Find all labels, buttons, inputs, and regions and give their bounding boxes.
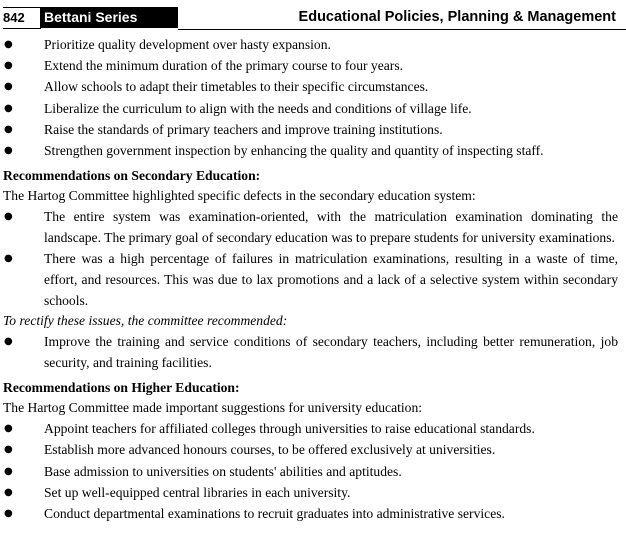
list-item: ● Conduct departmental examinations to recruit graduates into administrative services. [0, 503, 626, 524]
bullet-icon: ● [4, 465, 13, 477]
bullet-icon: ● [4, 444, 13, 456]
secondary-heading: Recommendations on Secondary Education: [3, 168, 261, 184]
list-item: ● Set up well-equipped central libraries in each university. [0, 482, 626, 503]
higher-intro: The Hartog Committee made important suggestions for university education: [3, 400, 423, 416]
list-item: ● Base admission to universities on students' abilities and aptitudes. [0, 461, 626, 482]
bullet-icon: ● [4, 253, 13, 265]
list-item: ● The entire system was examination-oriented, with the matriculation examination dominating the landscape. The primary goal of secondary education was to prepare students for university examinations. [0, 206, 626, 248]
list-item: ● Prioritize quality development over hasty expansion. [0, 34, 626, 55]
list-item: ● Allow schools to adapt their timetables to their specific circumstances. [0, 76, 626, 97]
list-item: ● Establish more advanced honours courses, to be offered exclusively at universities. [0, 439, 626, 460]
secondary-intro: The Hartog Committee highlighted specific defects in the secondary education system: [3, 188, 476, 204]
page-header [0, 5, 626, 29]
bullet-icon: ● [4, 211, 13, 223]
page-number: 842 [3, 7, 41, 29]
bullet-icon: ● [4, 144, 13, 156]
list-item: ● Raise the standards of primary teachers and improve training institutions. [0, 119, 626, 140]
list-item: ● There was a high percentage of failures in matriculation examinations, resulting in a waste of time, effort, and resources. This was due to lax promotions and a lack of a selective system within secondary schools. [0, 248, 626, 311]
bullet-icon: ● [4, 507, 13, 519]
bullet-icon: ● [4, 423, 13, 435]
series-label: Bettani Series [40, 7, 178, 28]
bullet-icon: ● [4, 123, 13, 135]
list-item: ● Strengthen government inspection by enhancing the quality and quantity of inspecting staff. [0, 140, 626, 161]
bullet-icon: ● [4, 60, 13, 72]
bullet-icon: ● [4, 336, 13, 348]
secondary-defects-list [0, 206, 626, 311]
header-rule [178, 29, 626, 30]
book-title: Educational Policies, Planning & Management [298, 9, 616, 25]
bullet-icon: ● [4, 486, 13, 498]
secondary-remedies-list [0, 331, 626, 373]
list-item: ● Improve the training and service conditions of secondary teachers, including better remuneration, job security, and training facilities. [0, 331, 626, 373]
list-item: ● Liberalize the curriculum to align with the needs and conditions of village life. [0, 98, 626, 119]
bullet-icon: ● [4, 39, 13, 50]
page-content [0, 34, 626, 524]
bullet-icon: ● [4, 81, 13, 93]
primary-recommendations-list [0, 34, 626, 161]
list-item: ● Appoint teachers for affiliated colleges through universities to raise educational standards. [0, 418, 626, 439]
list-item: ● Extend the minimum duration of the primary course to four years. [0, 55, 626, 76]
bullet-icon: ● [4, 102, 13, 114]
remedy-intro: To rectify these issues, the committee recommended: [3, 313, 288, 329]
higher-recommendations-list [0, 418, 626, 524]
higher-heading: Recommendations on Higher Education: [3, 380, 240, 396]
